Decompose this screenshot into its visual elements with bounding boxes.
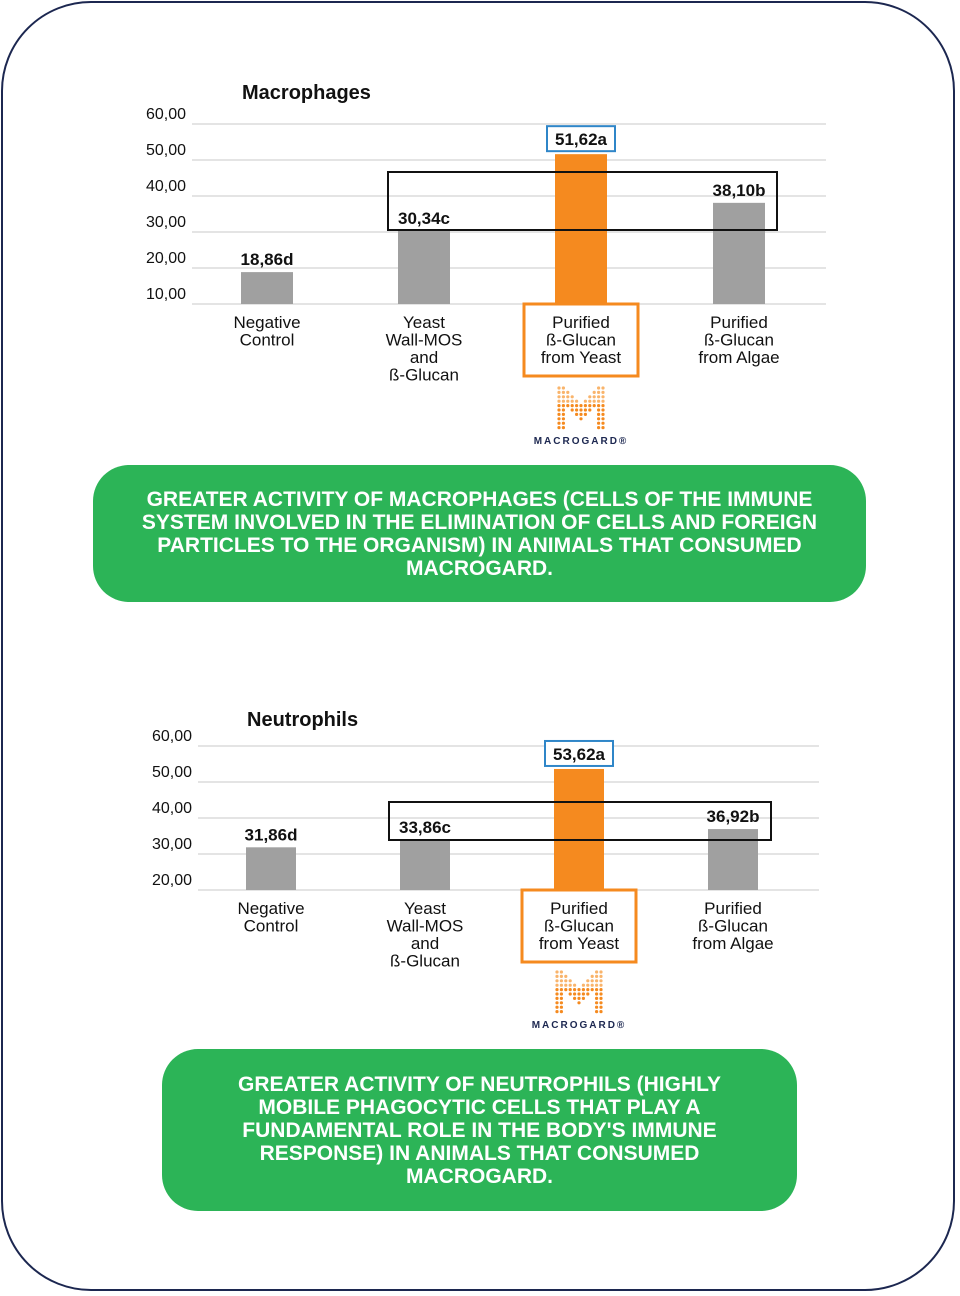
macrogard-logo-dot — [584, 404, 587, 407]
chart-title: Macrophages — [242, 82, 371, 104]
x-tick-label: ß-Glucan — [544, 916, 614, 936]
macrogard-logo-dot — [557, 422, 560, 425]
macrogard-logo-dot — [575, 400, 578, 403]
macrogard-logo-dot — [599, 988, 602, 991]
macrogard-logo-dot — [597, 404, 600, 407]
x-tick-label: Yeast — [403, 313, 445, 332]
bar — [398, 231, 450, 304]
macrogard-logo-dot — [575, 413, 578, 416]
macrogard-logo-dot — [601, 391, 604, 394]
macrogard-logo-dot — [584, 408, 587, 411]
data-label: 33,86c — [399, 818, 451, 838]
macrogard-logo-dot — [591, 984, 594, 987]
macrogard-logo-dot — [560, 1006, 563, 1009]
macrogard-logo-dot — [555, 975, 558, 978]
macrophages-chart — [0, 0, 960, 460]
y-tick-label: 60,00 — [151, 728, 192, 745]
macrogard-logo-dot — [566, 391, 569, 394]
macrogard-logo-dot — [555, 979, 558, 982]
macrogard-logo-dot — [597, 386, 600, 389]
macrogard-logo-dot — [599, 970, 602, 973]
macrogard-logo-dot — [601, 386, 604, 389]
macrogard-logo-dot — [562, 413, 565, 416]
macrogard-logo-dot — [560, 979, 563, 982]
macrogard-logo-dot — [601, 404, 604, 407]
macrogard-logo-dot — [566, 395, 569, 398]
macrogard-logo-dot — [557, 408, 560, 411]
macrogard-logo-wordmark: MACROGARD® — [533, 436, 629, 447]
x-tick-label: Purified — [550, 899, 608, 918]
macrophages-summary-banner — [93, 465, 866, 602]
data-label: 18,86d — [240, 250, 294, 270]
macrogard-logo-dot — [579, 404, 582, 407]
macrogard-logo-dot — [562, 400, 565, 403]
macrogard-logo-dot — [560, 1001, 563, 1004]
macrogard-logo-dot — [597, 426, 600, 429]
data-label: 51,62a — [555, 130, 607, 150]
x-tick-label: Control — [239, 330, 295, 350]
data-label: 53,62a — [553, 744, 605, 764]
x-tick-label: Purified — [704, 899, 762, 918]
macrogard-logo-dot — [595, 1001, 598, 1004]
data-label: 31,86d — [244, 825, 298, 845]
macrogard-logo-dot — [573, 984, 576, 987]
macrogard-logo-dot — [579, 417, 582, 420]
macrogard-logo-dot — [564, 979, 567, 982]
macrogard-logo-dot — [562, 417, 565, 420]
macrogard-logo-dot — [562, 386, 565, 389]
y-tick-label: 50,00 — [145, 142, 186, 159]
macrogard-logo-dot — [597, 408, 600, 411]
x-tick-label: ß-Glucan — [546, 330, 616, 350]
macrogard-logo-dot — [601, 417, 604, 420]
macrogard-logo-dot — [569, 979, 572, 982]
y-tick-label: 30,00 — [151, 836, 192, 853]
macrogard-logo-dot — [599, 997, 602, 1000]
macrogard-logo-dot — [597, 400, 600, 403]
y-tick-label: 20,00 — [145, 250, 186, 267]
macrogard-logo-dot — [601, 395, 604, 398]
neutrophils-summary-text: GREATER ACTIVITY OF NEUTROPHILS (HIGHLY MOBILE PHAGOCYTIC CELLS THAT PLAY A FUNDAMENTAL ROLE IN THE BODY'S IMMUNE RESPONSE) IN ANIMALS THAT CONSUMED MACROGARD. — [237, 1072, 722, 1188]
x-tick-label: and — [410, 934, 440, 953]
macrogard-logo-dot — [599, 1001, 602, 1004]
macrogard-logo-dot — [562, 391, 565, 394]
data-label: 36,92b — [706, 807, 760, 827]
macrogard-logo-dot — [555, 984, 558, 987]
x-tick-label: ß-Glucan — [389, 365, 459, 385]
macrogard-logo-dot — [560, 988, 563, 991]
macrogard-logo-dot — [597, 422, 600, 425]
x-tick-label: Purified — [710, 313, 768, 332]
macrogard-logo-dot — [577, 988, 580, 991]
macrogard-logo-dot — [593, 391, 596, 394]
macrogard-logo-dot — [564, 975, 567, 978]
macrogard-logo-dot — [595, 997, 598, 1000]
x-tick-label: Negative — [233, 313, 301, 332]
x-tick-label: and — [409, 348, 439, 367]
macrogard-logo-dot — [571, 408, 574, 411]
y-tick-label: 60,00 — [145, 106, 186, 123]
macrogard-logo-dot — [555, 970, 558, 973]
macrogard-logo-dot — [577, 997, 580, 1000]
macrogard-logo-wordmark: MACROGARD® — [531, 1020, 627, 1031]
macrogard-logo-dot — [560, 975, 563, 978]
x-tick-label: ß-Glucan — [390, 951, 460, 971]
macrogard-logo-dot — [593, 404, 596, 407]
macrogard-logo-dot — [597, 395, 600, 398]
macrogard-logo-dot — [562, 422, 565, 425]
macrogard-logo-dot — [555, 997, 558, 1000]
macrogard-logo-dot — [584, 413, 587, 416]
macrogard-logo-dot — [562, 404, 565, 407]
macrogard-logo-dot — [599, 975, 602, 978]
macrogard-logo-dot — [593, 395, 596, 398]
macrogard-logo-dot — [599, 979, 602, 982]
macrogard-logo-dot — [591, 988, 594, 991]
macrogard-logo-dot — [586, 988, 589, 991]
macrogard-logo-dot — [582, 992, 585, 995]
macrogard-logo-dot — [591, 979, 594, 982]
y-tick-label: 40,00 — [151, 800, 192, 817]
y-tick-label: 10,00 — [145, 286, 186, 303]
macrogard-logo-dot — [562, 426, 565, 429]
x-tick-label: ß-Glucan — [698, 916, 768, 936]
macrogard-logo-dot — [562, 395, 565, 398]
macrogard-logo-dot — [593, 400, 596, 403]
macrogard-logo-dot — [599, 992, 602, 995]
macrogard-logo-dot — [571, 404, 574, 407]
macrogard-logo-dot — [560, 984, 563, 987]
macrogard-logo-dot — [582, 984, 585, 987]
x-tick-label: Wall-MOS — [385, 330, 463, 350]
macrogard-logo-dot — [560, 997, 563, 1000]
macrogard-logo-dot — [595, 992, 598, 995]
x-tick-label: ß-Glucan — [704, 330, 774, 350]
neutrophils-summary-banner — [162, 1049, 797, 1211]
macrogard-logo-dot — [557, 400, 560, 403]
macrogard-logo-dot — [595, 1006, 598, 1009]
macrogard-logo-dot — [577, 992, 580, 995]
macrogard-logo-dot — [557, 395, 560, 398]
x-tick-label: Yeast — [404, 899, 446, 918]
chart-title: Neutrophils — [247, 709, 359, 731]
macrogard-logo-dot — [599, 1006, 602, 1009]
macrogard-logo-dot — [575, 404, 578, 407]
macrogard-logo-dot — [560, 992, 563, 995]
data-label: 30,34c — [398, 208, 450, 228]
macrogard-logo-dot — [591, 975, 594, 978]
neutrophils-chart — [0, 690, 960, 1040]
y-tick-label: 40,00 — [145, 178, 186, 195]
bar — [246, 847, 296, 890]
macrogard-logo-dot — [586, 992, 589, 995]
macrogard-logo-dot — [601, 413, 604, 416]
macrogard-logo-dot — [599, 984, 602, 987]
macrogard-logo-dot — [573, 997, 576, 1000]
macrogard-logo-dot — [588, 404, 591, 407]
macrogard-logo-dot — [597, 413, 600, 416]
macrogard-logo-dot — [588, 408, 591, 411]
macrogard-logo-dot — [601, 408, 604, 411]
bar — [554, 769, 604, 890]
bar — [708, 829, 758, 890]
macrogard-logo-dot — [555, 1010, 558, 1013]
data-label: 38,10b — [712, 180, 766, 200]
macrogard-logo-dot — [595, 988, 598, 991]
x-tick-label: Wall-MOS — [386, 916, 464, 936]
x-tick-label: from Algae — [698, 348, 780, 367]
x-tick-label: Purified — [552, 313, 610, 332]
macrogard-logo-dot — [595, 975, 598, 978]
macrogard-logo-dot — [599, 1010, 602, 1013]
macrogard-logo-dot — [557, 413, 560, 416]
macrogard-logo-dot — [601, 400, 604, 403]
y-tick-label: 20,00 — [151, 872, 192, 889]
macrogard-logo-dot — [579, 408, 582, 411]
macrogard-logo-dot — [573, 992, 576, 995]
x-tick-label: Negative — [237, 899, 305, 918]
macrogard-logo-dot — [557, 404, 560, 407]
macrogard-logo-dot — [588, 400, 591, 403]
macrogard-logo-dot — [566, 400, 569, 403]
y-tick-label: 50,00 — [151, 764, 192, 781]
macrogard-logo-dot — [584, 400, 587, 403]
macrogard-logo-dot — [588, 395, 591, 398]
macrogard-logo-dot — [595, 1010, 598, 1013]
macrogard-logo-dot — [564, 988, 567, 991]
macrogard-logo-dot — [557, 417, 560, 420]
macrogard-logo-dot — [560, 970, 563, 973]
macrogard-logo-dot — [555, 1006, 558, 1009]
macrogard-logo-dot — [569, 984, 572, 987]
macrogard-logo-dot — [595, 979, 598, 982]
x-tick-label: from Yeast — [540, 348, 622, 367]
macrogard-logo-dot — [555, 992, 558, 995]
macrogard-logo-dot — [601, 422, 604, 425]
macrogard-logo-dot — [577, 1001, 580, 1004]
macrogard-logo-dot — [601, 426, 604, 429]
macrogard-logo-dot — [595, 984, 598, 987]
macrogard-logo-dot — [562, 408, 565, 411]
bar — [400, 840, 450, 890]
macrogard-logo-dot — [586, 979, 589, 982]
macrogard-logo-dot — [575, 408, 578, 411]
macrogard-logo-dot — [571, 400, 574, 403]
macrogard-logo-dot — [595, 970, 598, 973]
macrogard-logo-dot — [569, 988, 572, 991]
macrogard-logo-dot — [582, 997, 585, 1000]
macrogard-logo-dot — [582, 988, 585, 991]
bar — [713, 203, 765, 304]
macrogard-logo-dot — [564, 984, 567, 987]
x-tick-label: Control — [243, 916, 299, 936]
macrogard-logo-dot — [557, 386, 560, 389]
y-tick-label: 30,00 — [145, 214, 186, 231]
macrophages-summary-text: GREATER ACTIVITY OF MACROPHAGES (CELLS OF THE IMMUNE SYSTEM INVOLVED IN THE ELIMINATION OF CELLS AND FOREIGN PARTICLES TO THE ORGANISM) IN ANIMALS THAT CONSUMED MACROGARD. — [141, 487, 818, 580]
macrogard-logo-dot — [557, 426, 560, 429]
x-tick-label: from Algae — [692, 934, 774, 953]
macrogard-logo-dot — [586, 984, 589, 987]
x-tick-label: from Yeast — [538, 934, 620, 953]
macrogard-logo-dot — [555, 988, 558, 991]
macrogard-logo-dot — [560, 1010, 563, 1013]
macrogard-logo-dot — [597, 391, 600, 394]
macrogard-logo-dot — [579, 413, 582, 416]
macrogard-logo-dot — [597, 417, 600, 420]
bar — [241, 272, 293, 304]
macrogard-logo-dot — [573, 988, 576, 991]
macrogard-logo-dot — [555, 1001, 558, 1004]
macrogard-logo-dot — [566, 404, 569, 407]
macrogard-logo-dot — [557, 391, 560, 394]
macrogard-logo-dot — [569, 992, 572, 995]
macrogard-logo-dot — [571, 395, 574, 398]
